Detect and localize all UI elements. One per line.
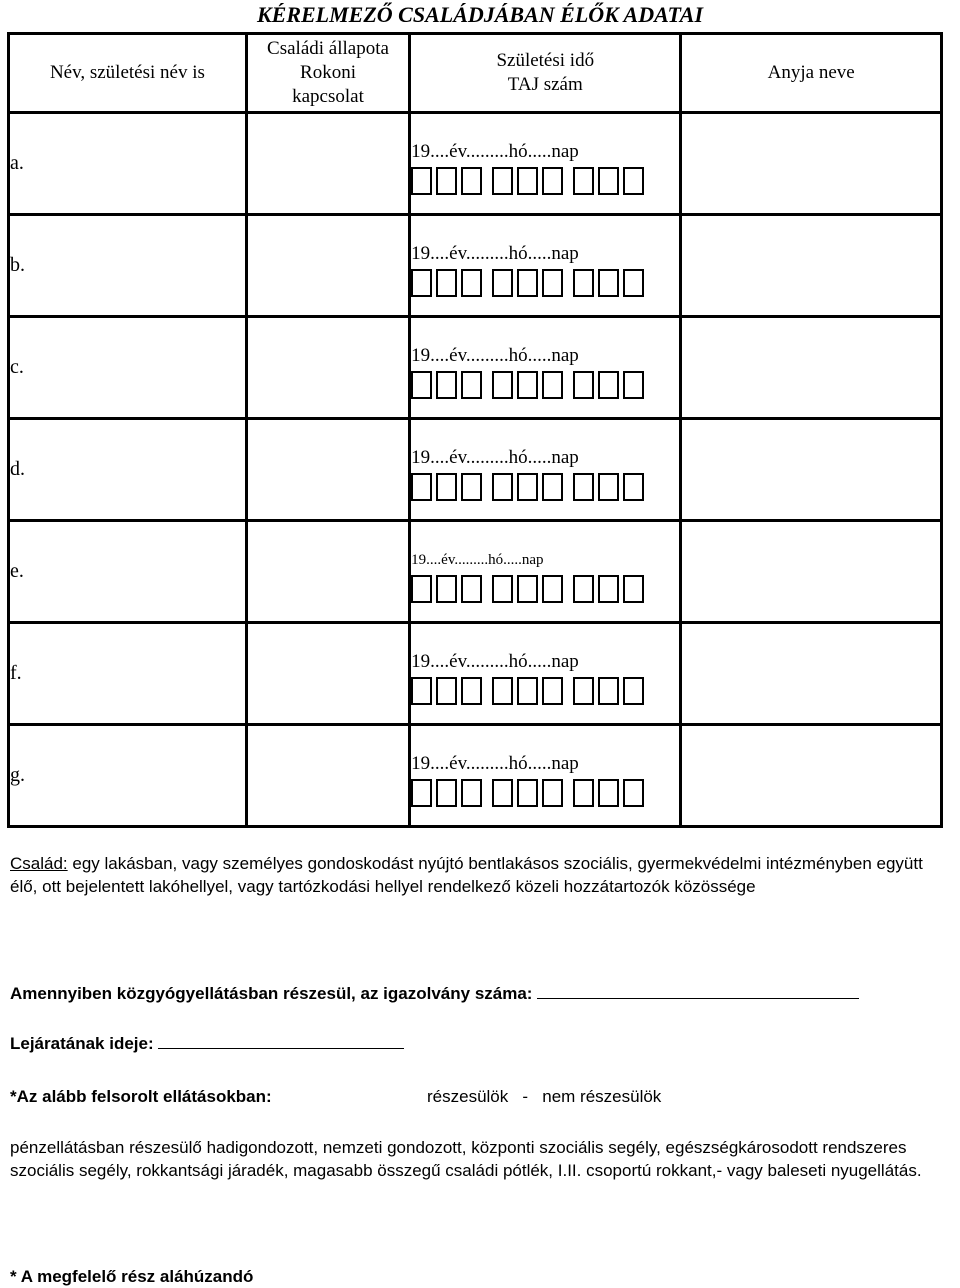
header-birth [410,34,681,113]
header-status [246,34,409,113]
taj-digit-box[interactable] [436,575,457,603]
taj-digit-box[interactable] [623,575,644,603]
taj-digit-box[interactable] [598,269,619,297]
card-number-field[interactable] [537,982,859,999]
taj-digit-group [411,269,486,297]
taj-digit-box[interactable] [436,269,457,297]
mother-name-cell[interactable] [681,317,942,419]
taj-boxes [411,779,679,807]
status-cell[interactable] [246,113,409,215]
taj-digit-box[interactable] [573,371,594,399]
row-label: e. [9,521,247,623]
birth-date-placeholder[interactable]: 19....év.........hó.....nap [411,140,579,162]
taj-digit-group [573,779,648,807]
benefits-label: *Az alább felsorolt ellátásokban: [10,1087,272,1106]
taj-digit-box[interactable] [598,167,619,195]
form-title: KÉRELMEZŐ CSALÁDJÁBAN ÉLŐK ADATAI [256,2,704,27]
taj-digit-box[interactable] [411,677,432,705]
taj-digit-group [492,269,567,297]
taj-digit-box[interactable] [461,269,482,297]
taj-digit-group [411,473,486,501]
taj-digit-box[interactable] [517,575,538,603]
header-birth-line-2: TAJ szám [507,74,583,95]
table-row [9,113,942,215]
status-cell[interactable] [246,521,409,623]
taj-digit-box[interactable] [598,473,619,501]
taj-digit-group [411,167,486,195]
taj-digit-box[interactable] [461,167,482,195]
taj-digit-box[interactable] [461,677,482,705]
birth-cell [410,113,681,215]
taj-digit-box[interactable] [542,575,563,603]
mother-name-cell[interactable] [681,113,942,215]
taj-digit-box[interactable] [492,677,513,705]
taj-digit-group [492,371,567,399]
row-label: a. [9,113,247,215]
taj-digit-box[interactable] [573,575,594,603]
taj-digit-group [492,167,567,195]
header-status-line-2: Rokoni [300,62,356,83]
taj-digit-box[interactable] [411,779,432,807]
taj-digit-group [411,677,486,705]
family-members-table [7,32,943,828]
taj-digit-group [411,371,486,399]
header-name: Név, születési név is [9,34,247,113]
taj-digit-box[interactable] [573,473,594,501]
taj-digit-group [573,167,648,195]
taj-digit-box[interactable] [436,677,457,705]
expiry-field[interactable] [158,1032,404,1049]
header-status-line-1: Családi állapota [267,38,389,59]
taj-digit-group [492,779,567,807]
taj-digit-box[interactable] [598,371,619,399]
taj-digit-box[interactable] [492,575,513,603]
status-cell[interactable] [246,725,409,827]
taj-digit-group [492,473,567,501]
row-label: c. [9,317,247,419]
taj-digit-box[interactable] [598,677,619,705]
mother-name-cell[interactable] [681,215,942,317]
birth-date-placeholder[interactable]: 19....év.........hó.....nap [411,551,544,568]
taj-digit-box[interactable] [411,371,432,399]
mother-name-cell[interactable] [681,725,942,827]
row-label: f. [9,623,247,725]
taj-digit-box[interactable] [542,167,563,195]
taj-digit-box[interactable] [598,575,619,603]
table-row [9,725,942,827]
public-care-label: Amennyiben közgyógyellátásban részesül, az igazolvány száma: [10,984,533,1003]
taj-digit-box[interactable] [623,677,644,705]
taj-digit-box[interactable] [517,677,538,705]
taj-boxes [411,473,679,501]
taj-digit-box[interactable] [517,473,538,501]
taj-digit-box[interactable] [411,473,432,501]
taj-digit-box[interactable] [598,779,619,807]
row-label: d. [9,419,247,521]
taj-digit-box[interactable] [411,269,432,297]
taj-digit-box[interactable] [436,167,457,195]
taj-boxes [411,269,679,297]
taj-digit-box[interactable] [623,167,644,195]
taj-digit-box[interactable] [436,473,457,501]
birth-cell [410,623,681,725]
birth-date-placeholder[interactable]: 19....év.........hó.....nap [411,242,579,264]
taj-digit-group [492,677,567,705]
definition-text: egy lakásban, vagy személyes gondoskodást nyújtó bentlakásos szociális, gyermekvédelmi intézményben együtt élő, ott bejelentett lakóhellyel, vagy tartózkodási hellyel rendelkező közeli hozzátartozók közössége [10,854,923,896]
benefits-text: pénzellátásban részesülő hadigondozott, nemzeti gondozott, központi szociális segély, egészségkárosodott rendszeres szociális segély, rokkantsági járadék, magasabb összegű családi pótlék, I.II. csoportú rokkant,- vagy baleseti nyugellátás. [10,1138,922,1180]
taj-digit-box[interactable] [623,779,644,807]
taj-digit-box[interactable] [542,779,563,807]
table-row [9,419,942,521]
taj-digit-box[interactable] [542,677,563,705]
header-status-line-3: kapcsolat [292,86,364,107]
taj-digit-box[interactable] [542,473,563,501]
taj-digit-box[interactable] [492,269,513,297]
header-birth-line-1: Születési idő [496,50,595,71]
taj-digit-box[interactable] [573,677,594,705]
taj-digit-box[interactable] [492,371,513,399]
expiry-line [10,1032,404,1055]
taj-digit-box[interactable] [492,779,513,807]
table-row [9,623,942,725]
mother-name-cell[interactable] [681,419,942,521]
birth-date-placeholder[interactable]: 19....év.........hó.....nap [411,650,579,672]
row-label: b. [9,215,247,317]
taj-digit-box[interactable] [623,473,644,501]
taj-digit-box[interactable] [517,269,538,297]
status-cell[interactable] [246,623,409,725]
taj-digit-box[interactable] [517,779,538,807]
row-label: g. [9,725,247,827]
taj-digit-group [411,575,486,603]
taj-digit-box[interactable] [461,473,482,501]
taj-digit-box[interactable] [517,371,538,399]
taj-digit-group [411,779,486,807]
birth-cell [410,521,681,623]
birth-cell [410,215,681,317]
table-row [9,521,942,623]
taj-digit-box[interactable] [436,371,457,399]
mother-name-cell[interactable] [681,521,942,623]
table-row [9,317,942,419]
taj-digit-box[interactable] [623,269,644,297]
family-definition [10,852,940,898]
public-care-line [10,982,859,1005]
taj-digit-box[interactable] [461,575,482,603]
status-cell[interactable] [246,419,409,521]
taj-boxes [411,371,679,399]
mother-name-cell[interactable] [681,623,942,725]
taj-digit-group [573,677,648,705]
taj-digit-box[interactable] [461,779,482,807]
birth-cell [410,725,681,827]
taj-digit-box[interactable] [542,371,563,399]
benefits-options[interactable]: részesülök - nem részesülök [427,1087,662,1106]
taj-digit-box[interactable] [517,167,538,195]
birth-date-placeholder[interactable]: 19....év.........hó.....nap [411,446,579,468]
taj-digit-group [573,473,648,501]
header-mother: Anyja neve [681,34,942,113]
taj-digit-box[interactable] [573,167,594,195]
taj-digit-box[interactable] [436,779,457,807]
taj-digit-box[interactable] [573,779,594,807]
expiry-label: Lejáratának ideje: [10,1034,154,1053]
birth-cell [410,419,681,521]
taj-digit-box[interactable] [411,575,432,603]
taj-digit-group [492,575,567,603]
birth-date-placeholder[interactable]: 19....év.........hó.....nap [411,752,579,774]
taj-digit-box[interactable] [573,269,594,297]
taj-boxes [411,677,679,705]
taj-digit-box[interactable] [492,167,513,195]
definition-term: Család: [10,854,68,873]
status-cell[interactable] [246,317,409,419]
birth-cell [410,317,681,419]
taj-digit-group [573,269,648,297]
taj-digit-box[interactable] [542,269,563,297]
table-header-row [9,34,942,113]
taj-boxes [411,575,679,603]
taj-digit-group [573,371,648,399]
table-row [9,215,942,317]
taj-digit-box[interactable] [411,167,432,195]
taj-digit-group [573,575,648,603]
taj-digit-box[interactable] [492,473,513,501]
footnote: * A megfelelő rész aláhúzandó [10,1267,254,1286]
status-cell[interactable] [246,215,409,317]
taj-digit-box[interactable] [461,371,482,399]
birth-date-placeholder[interactable]: 19....év.........hó.....nap [411,344,579,366]
taj-digit-box[interactable] [623,371,644,399]
taj-boxes [411,167,679,195]
